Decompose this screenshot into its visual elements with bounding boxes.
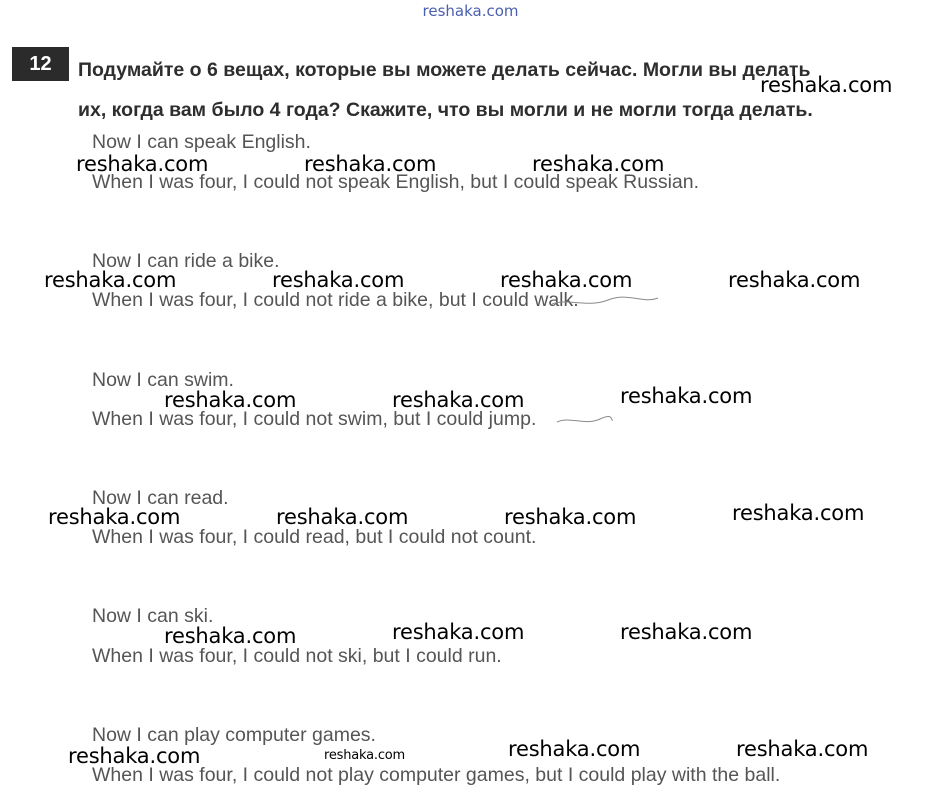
example-now-2: Now I can ride a bike. xyxy=(92,250,280,272)
watermark: reshaka.com xyxy=(728,268,861,292)
watermark-small: reshaka.com xyxy=(324,748,405,763)
watermark: reshaka.com xyxy=(532,152,665,176)
example-then-3: When I was four, I could not swim, but I could jump. xyxy=(92,408,537,430)
watermark: reshaka.com xyxy=(760,73,893,97)
watermark: reshaka.com xyxy=(732,501,865,525)
task-line-2: их, когда вам было 4 года? Скажите, что вы могли и не могли тогда делать. xyxy=(78,99,813,121)
example-then-6: When I was four, I could not play computer games, but I could play with the ball. xyxy=(92,764,781,786)
example-now-4: Now I can read. xyxy=(92,487,229,509)
scribble-mark xyxy=(548,290,663,312)
task-line-1: Подумайте о 6 вещах, которые вы можете делать сейчас. Могли вы делать xyxy=(78,59,811,81)
watermark: reshaka.com xyxy=(736,737,869,761)
watermark: reshaka.com xyxy=(164,624,297,648)
watermark: reshaka.com xyxy=(276,505,409,529)
top-watermark: reshaka.com xyxy=(422,2,519,20)
example-then-2: When I was four, I could not ride a bike, but I could walk. xyxy=(92,289,579,311)
watermark: reshaka.com xyxy=(272,268,405,292)
watermark: reshaka.com xyxy=(620,620,753,644)
watermark: reshaka.com xyxy=(304,152,437,176)
example-then-5: When I was four, I could not ski, but I could run. xyxy=(92,645,502,667)
watermark: reshaka.com xyxy=(508,737,641,761)
watermark: reshaka.com xyxy=(76,152,209,176)
example-now-3: Now I can swim. xyxy=(92,369,234,391)
example-now-1: Now I can speak English. xyxy=(92,131,311,153)
watermark: reshaka.com xyxy=(500,268,633,292)
watermark: reshaka.com xyxy=(620,384,753,408)
exercise-number-badge: 12 xyxy=(12,47,69,81)
watermark: reshaka.com xyxy=(48,505,181,529)
example-now-6: Now I can play computer games. xyxy=(92,724,376,746)
watermark: reshaka.com xyxy=(44,268,177,292)
watermark: reshaka.com xyxy=(68,744,201,768)
watermark: reshaka.com xyxy=(164,388,297,412)
scribble-mark xyxy=(555,410,615,430)
watermark: reshaka.com xyxy=(392,620,525,644)
watermark: reshaka.com xyxy=(504,505,637,529)
example-then-4: When I was four, I could read, but I could not count. xyxy=(92,526,537,548)
example-then-1: When I was four, I could not speak English, but I could speak Russian. xyxy=(92,171,700,193)
example-now-5: Now I can ski. xyxy=(92,605,214,627)
watermark: reshaka.com xyxy=(392,388,525,412)
